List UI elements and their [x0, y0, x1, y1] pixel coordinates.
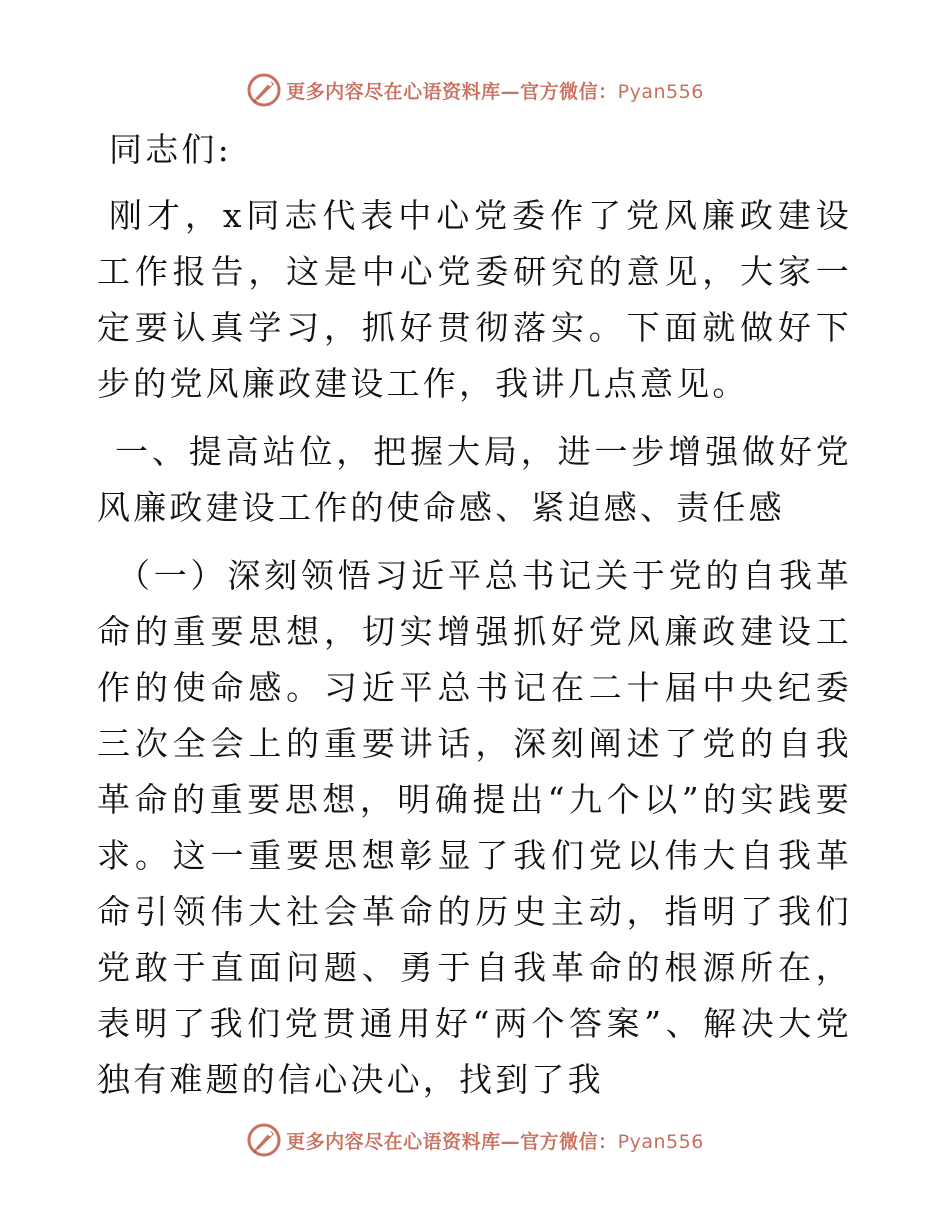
intro-paragraph: 刚才，x同志代表中心党委作了党风廉政建设工作报告，这是中心党委研究的意见，大家一定要认真学习，抓好贯彻落实。下面就做好下步的党风廉政建设工作，我讲几点意见。: [97, 196, 852, 403]
section-heading: 一、提高站位，把握大局，进一步增强做好党风廉政建设工作的使命感、紧迫感、责任感: [97, 432, 852, 527]
watermark-account: Pyan556: [617, 80, 704, 103]
header-watermark: [0, 70, 950, 110]
watermark-account: Pyan556: [617, 1130, 704, 1153]
watermark-text: 更多内容尽在心语资料库—官方微信：Pyan556: [286, 80, 704, 103]
salutation: 同志们:: [109, 130, 232, 169]
quill-pen-logo-icon: [246, 72, 282, 108]
document-body: [97, 122, 852, 1108]
footer-watermark: [0, 1120, 950, 1160]
watermark-text: 更多内容尽在心语资料库—官方微信：Pyan556: [286, 1130, 704, 1153]
subsection-paragraph: （一）深刻领悟习近平总书记关于党的自我革命的重要思想，切实增强抓好党风廉政建设工作的使命感。习近平总书记在二十届中央纪委三次全会上的重要讲话，深刻阐述了党的自我革命的重要思想，明确提出“九个以”的实践要求。这一重要思想彰显了我们党以伟大自我革命引领伟大社会革命的历史主动，指明了我们党敢于直面问题、勇于自我革命的根源所在，表明了我们党贯通用好“两个答案”、解决大党独有难题的信心决心，找到了我: [97, 556, 852, 1099]
quill-pen-logo-icon: [246, 1122, 282, 1158]
